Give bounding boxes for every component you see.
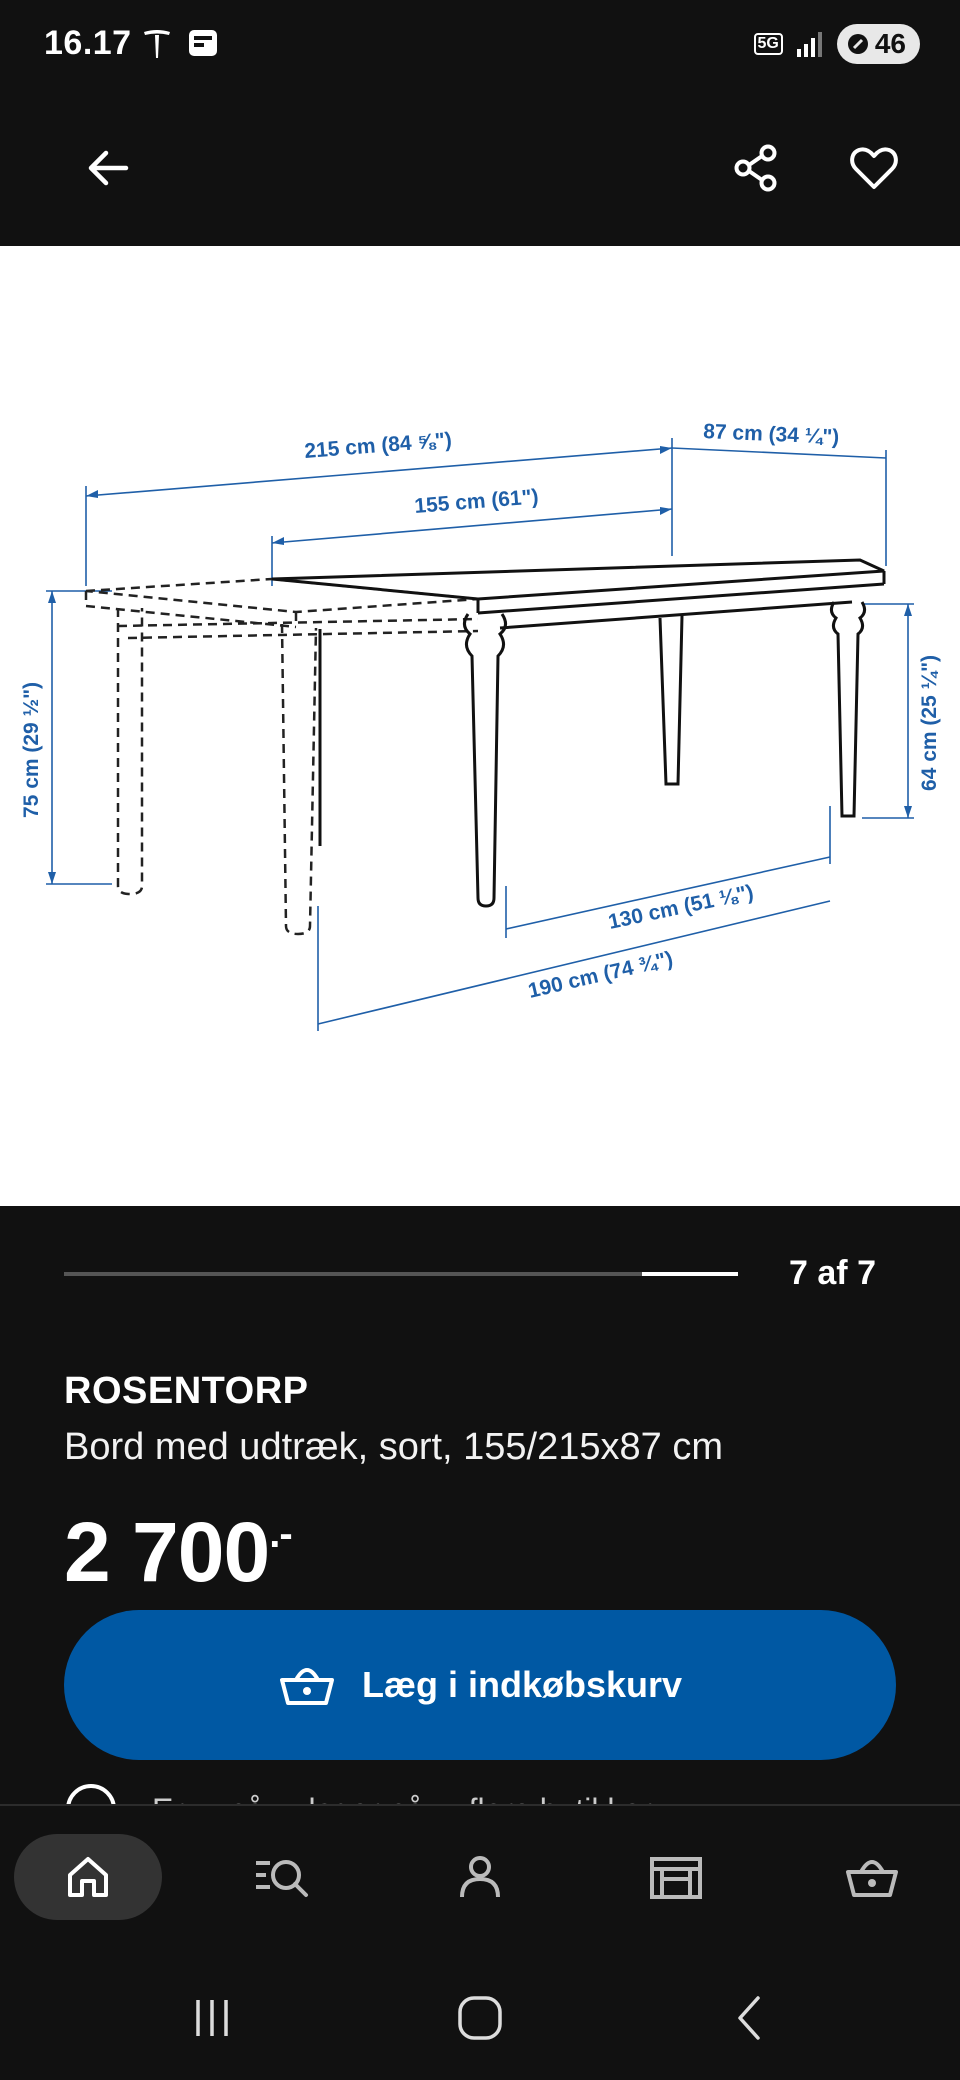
price-suffix: .- <box>269 1512 292 1556</box>
home-icon <box>64 1853 112 1901</box>
table-dimension-drawing <box>0 246 960 1206</box>
back-button[interactable] <box>72 132 144 204</box>
nav-store[interactable] <box>602 1834 750 1920</box>
share-button[interactable] <box>720 132 792 204</box>
app-notification-icon <box>186 26 220 60</box>
system-navigation-bar <box>0 1956 960 2080</box>
favorite-button[interactable] <box>838 132 910 204</box>
add-to-cart-label: Læg i indkøbskurv <box>361 1664 683 1705</box>
search-list-icon <box>252 1853 312 1901</box>
basket-icon <box>844 1854 900 1900</box>
signal-icon <box>795 29 825 59</box>
recents-button[interactable] <box>172 1984 252 2052</box>
home-circle-icon <box>456 1994 504 2042</box>
nav-profile[interactable] <box>406 1834 554 1920</box>
profile-icon <box>456 1853 504 1901</box>
heart-icon <box>848 142 900 194</box>
home-system-button[interactable] <box>440 1984 520 2052</box>
bottom-navigation <box>0 1804 960 1956</box>
dim-depth: 87 cm (34 ¼") <box>702 420 840 449</box>
add-to-cart-button[interactable] <box>64 1610 896 1760</box>
product-name: ROSENTORP <box>64 1370 309 1412</box>
dim-leg-span-short: 130 cm (51 ⅛") <box>606 880 756 934</box>
arrow-left-icon <box>84 144 132 192</box>
status-bar <box>0 0 960 90</box>
tesla-icon <box>140 26 174 60</box>
back-system-button[interactable] <box>710 1984 790 2052</box>
recents-icon <box>190 1996 234 2040</box>
price-value: 2 700 <box>64 1505 270 1599</box>
nav-basket[interactable] <box>798 1834 946 1920</box>
nav-search[interactable] <box>208 1834 356 1920</box>
share-icon <box>730 142 782 194</box>
nav-home[interactable] <box>14 1834 162 1920</box>
chevron-left-icon <box>730 1994 770 2042</box>
basket-icon <box>278 1662 336 1708</box>
status-right-icons <box>754 24 921 64</box>
dim-closed-length: 155 cm (61") <box>413 485 540 518</box>
battery-saver-icon <box>847 33 869 55</box>
gallery-progress-fill <box>642 1272 738 1276</box>
battery-indicator <box>837 24 920 64</box>
battery-level: 46 <box>874 28 906 59</box>
status-notification-icons <box>140 26 220 60</box>
product-price <box>64 1504 292 1601</box>
gallery-progress-bar <box>64 1272 738 1276</box>
dim-total-length: 215 cm (84 ⅝") <box>303 428 453 463</box>
gallery-page-counter: 7 af 7 <box>789 1254 876 1292</box>
product-description: Bord med udtræk, sort, 155/215x87 cm <box>64 1426 723 1468</box>
network-type-badge: 5G <box>754 33 783 55</box>
dim-height: 75 cm (29 ½") <box>20 681 43 818</box>
status-time: 16.17 <box>44 24 132 62</box>
dim-leg-height: 64 cm (25 ¼") <box>918 654 941 791</box>
product-image[interactable] <box>0 246 960 1206</box>
availability-row-peek <box>64 1782 896 1804</box>
dim-leg-span-long: 190 cm (74 ¾") <box>525 947 676 1003</box>
store-icon <box>648 1853 704 1901</box>
top-app-bar <box>0 90 960 246</box>
